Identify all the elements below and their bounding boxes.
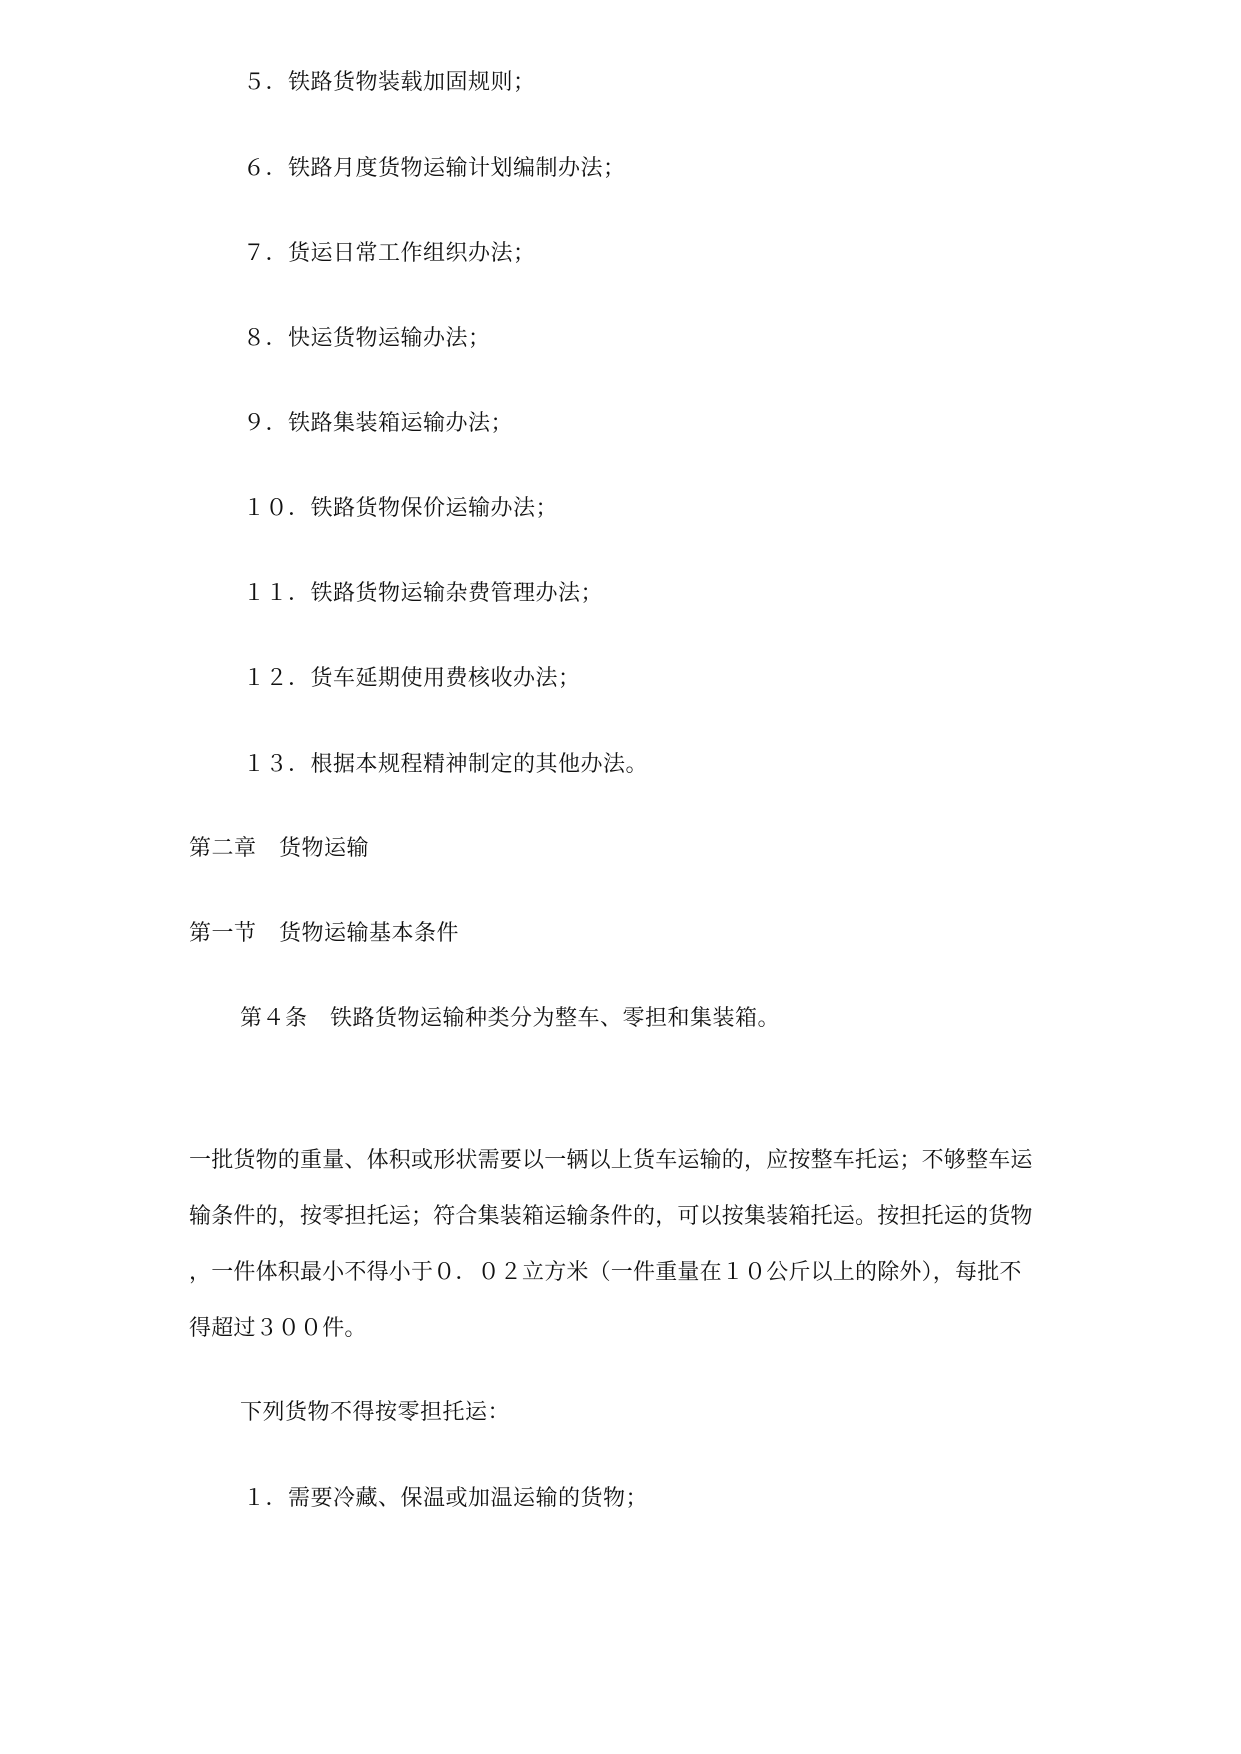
list-item-5: ５．铁路货物装载加固规则； bbox=[243, 70, 536, 95]
paragraph-line-3: ，一件体积最小不得小于０．０２立方米（一件重量在１０公斤以上的除外），每批不 bbox=[189, 1260, 1022, 1285]
list-item-11: １１．铁路货物运输杂费管理办法； bbox=[243, 581, 604, 606]
list-item-13: １３．根据本规程精神制定的其他办法。 bbox=[243, 752, 649, 777]
exclusion-item-1: １．需要冷藏、保温或加温运输的货物； bbox=[243, 1486, 649, 1511]
paragraph-line-4: 得超过３００件。 bbox=[189, 1316, 367, 1341]
chapter-heading: 第二章 货物运输 bbox=[189, 836, 370, 861]
list-item-10: １０．铁路货物保价运输办法； bbox=[243, 496, 559, 521]
list-item-7: ７．货运日常工作组织办法； bbox=[243, 241, 536, 266]
list-item-12: １２．货车延期使用费核收办法； bbox=[243, 666, 581, 691]
list-item-9: ９．铁路集装箱运输办法； bbox=[243, 411, 514, 436]
article-4: 第４条 铁路货物运输种类分为整车、零担和集装箱。 bbox=[240, 1006, 781, 1031]
exclusion-intro: 下列货物不得按零担托运： bbox=[240, 1400, 511, 1425]
paragraph-line-2: 输条件的，按零担托运；符合集装箱运输条件的，可以按集装箱托运。按担托运的货物 bbox=[189, 1204, 1033, 1229]
list-item-8: ８．快运货物运输办法； bbox=[243, 326, 491, 351]
section-heading: 第一节 货物运输基本条件 bbox=[189, 921, 460, 946]
paragraph-line-1: 一批货物的重量、体积或形状需要以一辆以上货车运输的，应按整车托运；不够整车运 bbox=[189, 1148, 1033, 1173]
list-item-6: ６．铁路月度货物运输计划编制办法； bbox=[243, 156, 626, 181]
